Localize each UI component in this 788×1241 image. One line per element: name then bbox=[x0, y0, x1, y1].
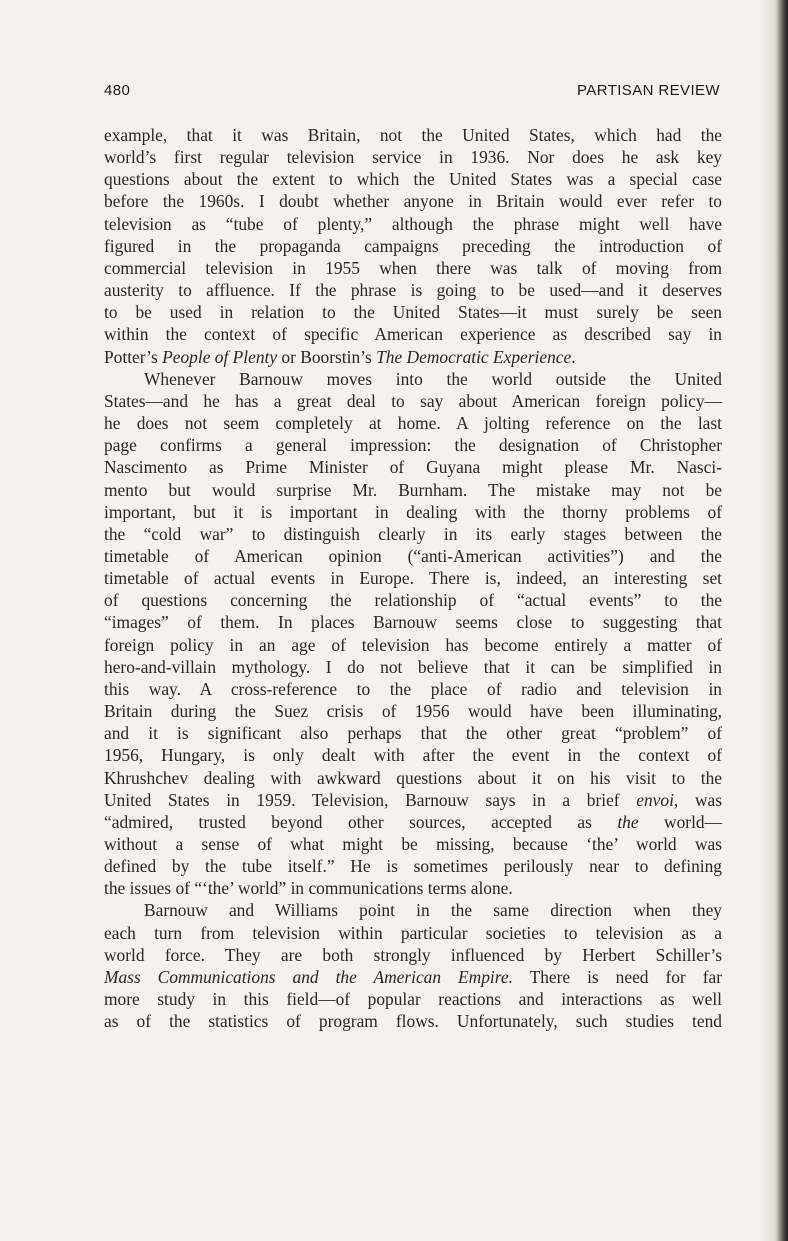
line-text: There is need for far bbox=[512, 966, 722, 987]
text-line: world’s first regular television service in 1936. Nor does he ask key bbox=[104, 147, 722, 168]
book-title-italic: People of Plenty bbox=[162, 346, 278, 367]
text-line: “images” of them. In places Barnouw seems close to suggesting that bbox=[104, 612, 722, 633]
page-gutter-shadow bbox=[760, 0, 788, 1241]
line-text: United States in 1959. Television, Barnouw says in a brief bbox=[104, 789, 637, 810]
text-line: Whenever Barnouw moves into the world outside the United bbox=[144, 368, 722, 389]
text-line: timetable of American opinion (“anti-American activities”) and the bbox=[104, 545, 722, 566]
text-line: timetable of actual events in Europe. There is, indeed, an interesting set bbox=[104, 568, 722, 589]
text-line: within the context of specific American experience as described say in bbox=[104, 324, 722, 345]
text-line: States—and he has a great deal to say about American foreign policy— bbox=[104, 390, 722, 411]
text-line: figured in the propaganda campaigns preceding the introduction of bbox=[104, 235, 722, 256]
line-text: “admired, trusted beyond other sources, accepted as bbox=[104, 811, 618, 832]
text-line: questions about the extent to which the United States was a special case bbox=[104, 169, 722, 190]
book-title-italic: Mass Communications and the American Empire. bbox=[104, 966, 513, 987]
text-line bbox=[104, 966, 722, 988]
running-head bbox=[104, 82, 720, 102]
text-line bbox=[104, 346, 722, 368]
text-line: this way. A cross-reference to the place of radio and television in bbox=[104, 678, 722, 699]
text-line: defined by the tube itself.” He is sometimes perilously near to defining bbox=[104, 856, 722, 877]
line-text: . bbox=[571, 346, 576, 367]
text-line: television as “tube of plenty,” although the phrase might well have bbox=[104, 213, 722, 234]
line-text: world— bbox=[638, 811, 723, 832]
text-line: of questions concerning the relationship of “actual events” to the bbox=[104, 590, 722, 611]
text-line: example, that it was Britain, not the United States, which had the bbox=[104, 125, 722, 145]
text-line: important, but it is important in dealing with the thorny problems of bbox=[104, 501, 722, 522]
text-line: and it is significant also perhaps that the other great “problem” of bbox=[104, 723, 722, 744]
text-line: each turn from television within particular societies to television as a bbox=[104, 922, 722, 943]
text-line: austerity to affluence. If the phrase is going to be used—and it deserves bbox=[104, 280, 722, 301]
line-text: or Boorstin’s bbox=[277, 346, 377, 367]
line-text: Potter’s bbox=[104, 346, 163, 367]
text-line: commercial television in 1955 when there was talk of moving from bbox=[104, 257, 722, 278]
text-line: Nascimento as Prime Minister of Guyana might please Mr. Nasci- bbox=[104, 457, 722, 478]
text-line: he does not seem completely at home. A jolting reference on the last bbox=[104, 413, 722, 434]
text-line: Khrushchev dealing with awkward questions about it on his visit to the bbox=[104, 767, 722, 788]
text-line: the issues of “‘the’ world” in communications terms alone. bbox=[104, 878, 513, 899]
text-line: more study in this field—of popular reactions and interactions as well bbox=[104, 989, 722, 1010]
text-line: to be used in relation to the United States—it must surely be seen bbox=[104, 302, 722, 323]
text-line: 1956, Hungary, is only dealt with after the event in the context of bbox=[104, 745, 722, 766]
text-line: as of the statistics of program flows. Unfortunately, such studies tend bbox=[104, 1011, 722, 1032]
page-number: 480 bbox=[104, 82, 131, 99]
italic-word: envoi bbox=[636, 789, 674, 810]
text-line: the “cold war” to distinguish clearly in its early stages between the bbox=[104, 523, 722, 544]
text-line: mento but would surprise Mr. Burnham. The mistake may not be bbox=[104, 479, 722, 500]
text-line: Britain during the Suez crisis of 1956 would have been illuminating, bbox=[104, 701, 722, 722]
text-line: foreign policy in an age of television has become entirely a matter of bbox=[104, 634, 722, 655]
book-title-italic: The Democratic Experience bbox=[376, 346, 572, 367]
italic-word: the bbox=[617, 811, 639, 832]
text-line: before the 1960s. I doubt whether anyone in Britain would ever refer to bbox=[104, 191, 722, 212]
text-line: world force. They are both strongly influenced by Herbert Schiller’s bbox=[104, 944, 722, 965]
text-line: hero-and-villain mythology. I do not believe that it can be simplified in bbox=[104, 656, 722, 677]
body-text bbox=[104, 124, 722, 1032]
text-line: without a sense of what might be missing, because ‘the’ world was bbox=[104, 834, 722, 854]
text-line bbox=[104, 789, 722, 811]
text-line: page confirms a general impression: the designation of Christopher bbox=[104, 435, 722, 456]
line-text: , was bbox=[673, 789, 722, 810]
journal-title: PARTISAN REVIEW bbox=[577, 82, 720, 99]
text-line: Barnouw and Williams point in the same direction when they bbox=[144, 900, 722, 921]
text-line bbox=[104, 811, 722, 833]
